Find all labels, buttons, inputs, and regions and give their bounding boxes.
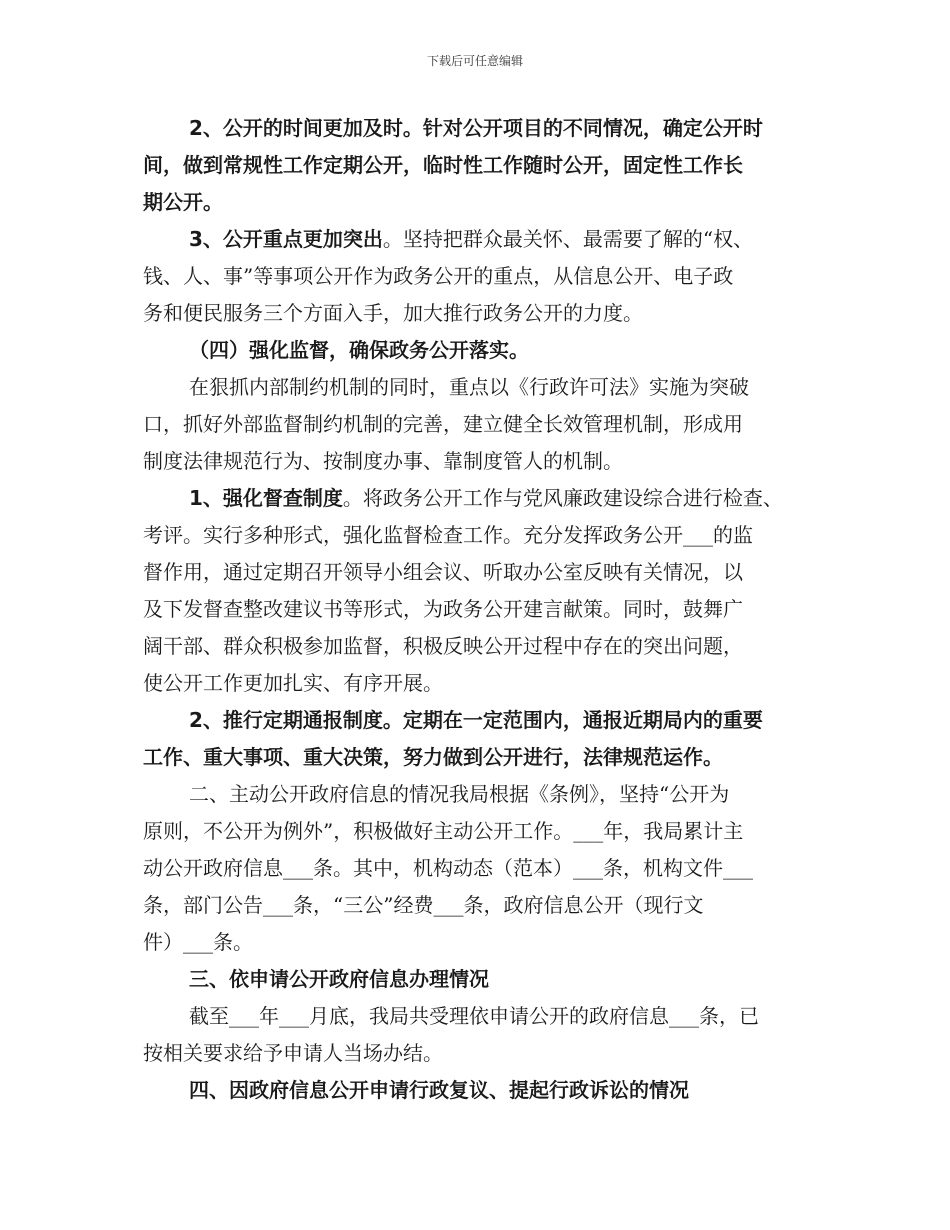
section-heading: 四、因政府信息公开申请行政复议、提起行政诉讼的情况: [189, 1078, 689, 1102]
paragraph-lead: 3、公开重点更加突出: [189, 227, 383, 251]
paragraph-text: 。将政务公开工作与党风廉政建设综合进行检查、: [342, 486, 783, 510]
text-line: 2、公开的时间更加及时。针对公开项目的不同情况，确定公开时: [189, 116, 763, 140]
text-line: 及下发督查整改建议书等形式，为政务公开建言献策。同时，鼓舞广: [143, 597, 743, 621]
text-line: 口，抓好外部监督制约机制的完善，建立健全长效管理机制，形成用: [143, 412, 743, 436]
text-line: 督作用，通过定期召开领导小组会议、听取办公室反映有关情况，以: [143, 560, 743, 584]
text-line: 阔干部、群众积极参加监督，积极反映公开过程中存在的突出问题，: [143, 634, 743, 658]
text-line: [189, 484, 783, 512]
text-line: 截至___年___月底，我局共受理依申请公开的政府信息___条，已: [189, 1004, 759, 1028]
text-line: 二、主动公开政府信息的情况我局根据《条例》，坚持“公开为: [189, 782, 730, 806]
section-heading: （四）强化监督，确保政务公开落实。: [189, 338, 529, 362]
text-line: 务和便民服务三个方面入手，加大推行政务公开的力度。: [143, 301, 643, 325]
paragraph-lead: 1、强化督查制度: [189, 486, 343, 510]
text-line: 原则，不公开为例外”，积极做好主动公开工作。___年，我局累计主: [143, 819, 744, 843]
text-line: 期公开。: [143, 190, 223, 214]
text-line: 2、推行定期通报制度。定期在一定范围内，通报近期局内的重要: [189, 708, 763, 732]
section-heading: 三、依申请公开政府信息办理情况: [189, 967, 489, 991]
text-line: 制度法律规范行为、按制度办事、靠制度管人的机制。: [143, 449, 623, 473]
text-line: 工作、重大事项、重大决策，努力做到公开进行，法律规范运作。: [143, 745, 723, 769]
text-line: 使公开工作更加扎实、有序开展。: [143, 671, 443, 695]
page-header: 下载后可任意编辑: [426, 54, 523, 68]
text-line: 条，部门公告___条，“三公”经费___条，政府信息公开（现行文: [143, 893, 704, 917]
text-line: 按相关要求给予申请人当场办结。: [143, 1041, 443, 1065]
text-line: 钱、人、事”等事项公开作为政务公开的重点，从信息公开、电子政: [143, 264, 734, 288]
paragraph-text: 。坚持把群众最关怀、最需要了解的“权、: [382, 227, 754, 251]
text-line: 动公开政府信息___条。其中，机构动态（范本）___条，机构文件___: [143, 856, 753, 880]
text-line: 考评。实行多种形式，强化监督检查工作。充分发挥政务公开___的监: [143, 523, 753, 547]
text-line: 间，做到常规性工作定期公开，临时性工作随时公开，固定性工作长: [143, 153, 743, 177]
text-line: [189, 225, 753, 253]
text-line: 在狠抓内部制约机制的同时，重点以《行政许可法》实施为突破: [189, 375, 749, 399]
text-line: 件）___条。: [143, 930, 253, 954]
